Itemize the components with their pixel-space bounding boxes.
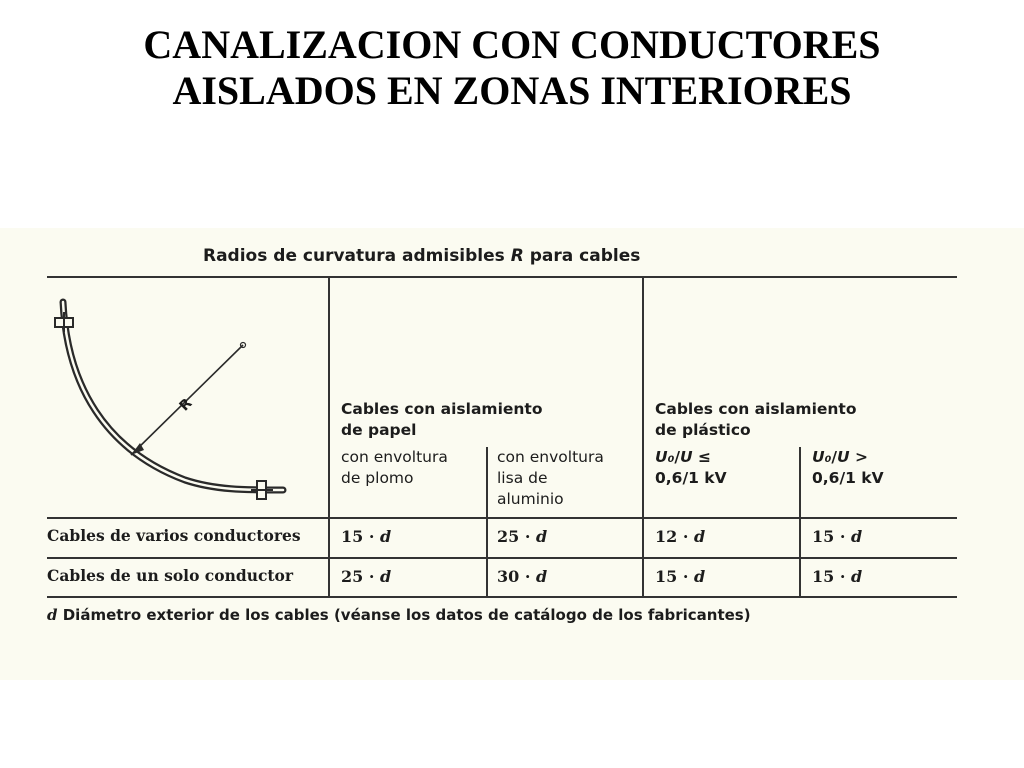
value-single-plastic-le: 15 · d xyxy=(655,567,706,586)
slide-title-line-2: AISLADOS EN ZONAS INTERIORES xyxy=(172,68,852,113)
bent-cable-diagram xyxy=(45,290,295,505)
header-plastic-insulation: Cables con aislamiento de plástico xyxy=(655,400,857,439)
slide-title-line-1: CANALIZACION CON CONDUCTORES xyxy=(143,22,881,67)
col-divider-4 xyxy=(799,447,801,597)
value-single-lead: 25 · d xyxy=(341,567,392,586)
subheader-lead-sheath: con envoltura de plomo xyxy=(341,448,448,487)
row-label-single-conductor: Cables de un solo conductor xyxy=(47,566,294,585)
table-caption xyxy=(203,246,640,266)
table-caption-symbol: R xyxy=(510,246,524,266)
slide-title xyxy=(0,22,1024,114)
subheader-voltage-gt: U₀/U > 0,6/1 kV xyxy=(812,448,884,487)
bottom-clamp-icon xyxy=(251,481,273,499)
table-footnote xyxy=(47,606,751,624)
table-top-rule xyxy=(47,276,957,278)
subheader-voltage-le: U₀/U ≤ 0,6/1 kV xyxy=(655,448,727,487)
row-divider-rule xyxy=(47,557,957,559)
footnote-symbol: d xyxy=(47,606,58,624)
subheader-aluminium-sheath: con envoltura lisa de aluminio xyxy=(497,448,604,508)
top-clamp-icon xyxy=(55,312,73,332)
cable-outline xyxy=(63,302,283,490)
col-divider-2 xyxy=(486,447,488,597)
col-divider-3 xyxy=(642,277,644,597)
cable-inner xyxy=(63,302,283,490)
value-multi-aluminium: 25 · d xyxy=(497,527,548,546)
table-bottom-rule xyxy=(47,596,957,598)
table-caption-prefix: Radios de curvatura admisibles xyxy=(203,246,505,266)
value-multi-plastic-gt: 15 · d xyxy=(812,527,863,546)
value-single-plastic-gt: 15 · d xyxy=(812,567,863,586)
header-paper-insulation: Cables con aislamiento de papel xyxy=(341,400,543,439)
radius-label: R xyxy=(176,395,196,415)
value-multi-plastic-le: 12 · d xyxy=(655,527,706,546)
header-bottom-rule xyxy=(47,517,957,519)
value-multi-lead: 15 · d xyxy=(341,527,392,546)
footnote-text: Diámetro exterior de los cables (véanse los datos de catálogo de los fabricantes) xyxy=(62,606,751,624)
row-label-multi-conductor: Cables de varios conductores xyxy=(47,526,301,545)
subheader-rule-paper xyxy=(330,445,643,446)
col-divider-1 xyxy=(328,277,330,597)
table-caption-suffix: para cables xyxy=(529,246,641,266)
value-single-aluminium: 30 · d xyxy=(497,567,548,586)
